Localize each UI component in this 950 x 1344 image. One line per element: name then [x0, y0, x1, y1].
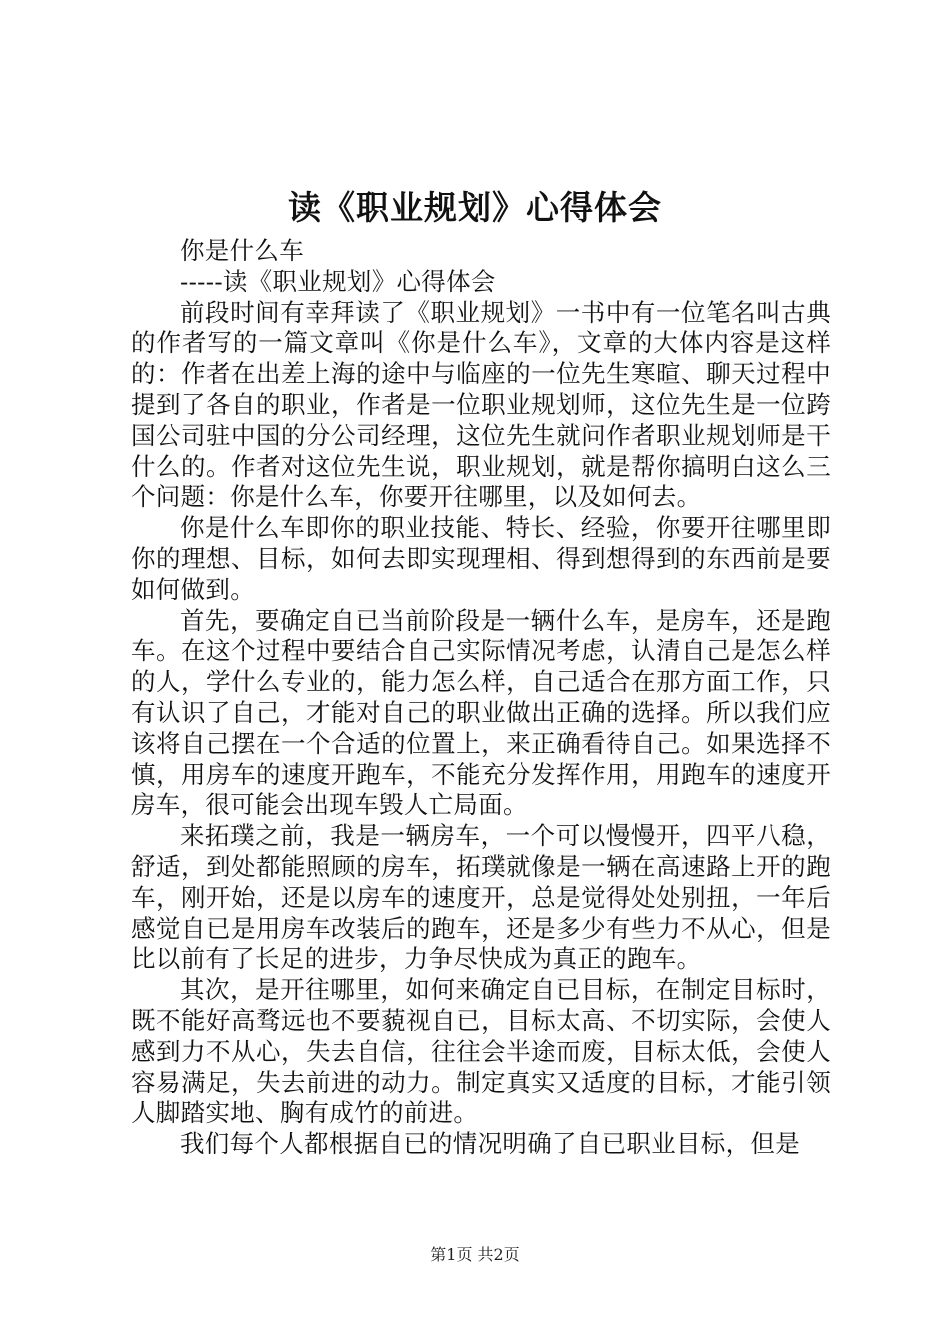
subtitle-dash-line: -----读《职业规划》心得体会: [180, 266, 496, 296]
paragraph: 前段时间有幸拜读了《职业规划》一书中有一位笔名叫古典的作者写的一篇文章叫《你是什么车》，文章的大体内容是这样的：作者在出差上海的途中与临座的一位先生寒暄、聊天过程中提到了各自的职业，作者是一位职业规划师，这位先生是一位跨国公司驻中国的分公司经理，这位先生就问作者职业规划师是干什么的。作者对这位先生说，职业规划，就是帮你搞明白这么三个问题：你是什么车，你要开往哪里，以及如何去。: [131, 297, 831, 512]
page-number-footer: 第1页 共2页: [430, 1245, 520, 1264]
paragraph: 我们每个人都根据自已的情况明确了自已职业目标，但是: [180, 1129, 800, 1159]
paragraph: 你是什么车即你的职业技能、特长、经验，你要开往哪里即你的理想、目标，如何去即实现理相、得到想得到的东西前是要如何做到。: [131, 513, 831, 604]
paragraph: 首先，要确定自已当前阶段是一辆什么车，是房车，还是跑车。在这个过程中要结合自己实际情况考虑，认清自己是怎么样的人，学什么专业的，能力怎么样，自己适合在那方面工作，只有认识了自己，才能对自己的职业做出正确的选择。所以我们应该将自己摆在一个合适的位置上，来正确看待自己。如果选择不慎，用房车的速度开跑车，不能充分发挥作用，用跑车的速度开房车，很可能会出现车毁人亡局面。: [131, 605, 831, 820]
paragraph: 其次，是开往哪里，如何来确定自已目标，在制定目标时，既不能好高骛远也不要藐视自已，目标太高、不切实际，会使人感到力不从心，失去自信，往往会半途而废，目标太低，会使人容易满足，失去前进的动力。制定真实又适度的目标，才能引领人脚踏实地、胸有成竹的前进。: [131, 975, 831, 1128]
document-body: [131, 236, 831, 1160]
document-title: 读《职业规划》心得体会: [288, 188, 662, 227]
subtitle-line: 你是什么车: [180, 236, 304, 265]
paragraph: 来拓璞之前，我是一辆房车，一个可以慢慢开，四平八稳，舒适，到处都能照顾的房车，拓璞就像是一辆在高速路上开的跑车，刚开始，还是以房车的速度开，总是觉得处处别扭，一年后感觉自已是用房车改装后的跑车，还是多少有些力不从心，但是比以前有了长足的进步，力争尽快成为真正的跑车。: [131, 821, 831, 974]
